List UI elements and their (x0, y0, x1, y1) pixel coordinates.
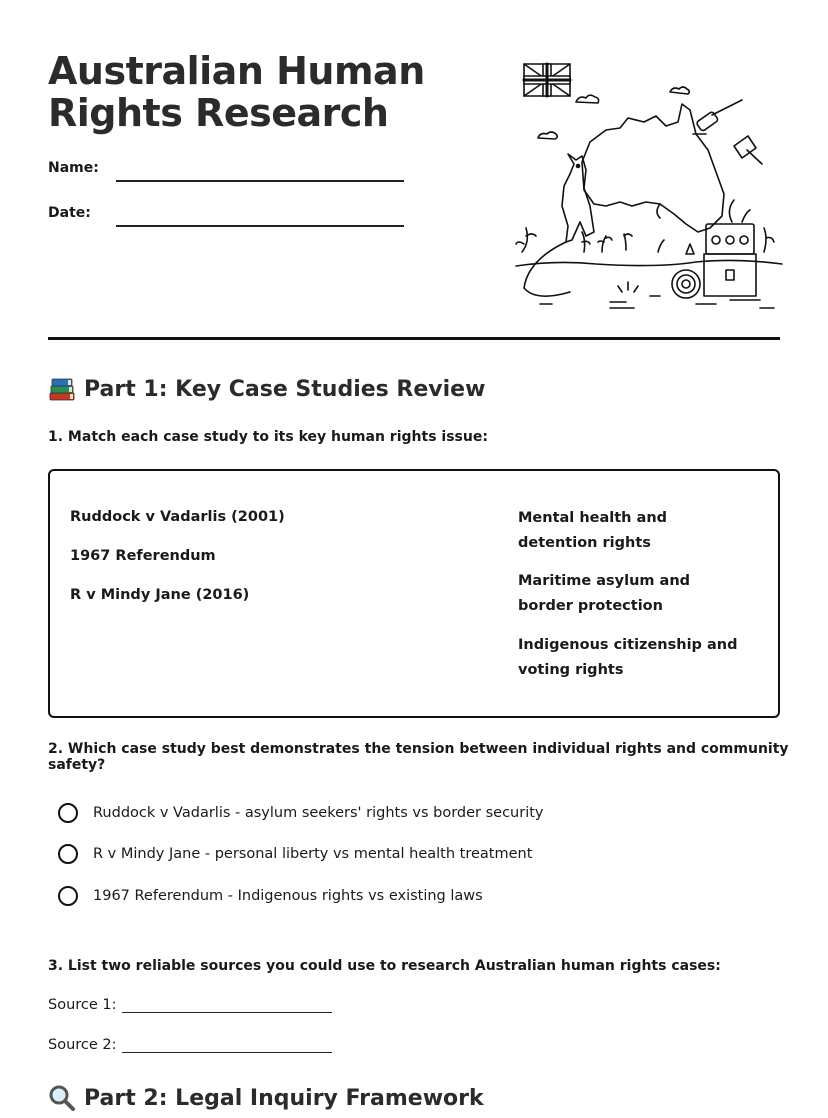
part1-heading-text: Part 1: Key Case Studies Review (84, 376, 486, 402)
books-icon (48, 375, 76, 403)
australia-map-outline (582, 104, 724, 232)
option-row[interactable] (58, 844, 532, 864)
source-2-row[interactable] (48, 1037, 332, 1053)
date-label: Date: (48, 205, 91, 221)
question-2: 2. Which case study best demonstrates the tension between individual rights and community safety? (48, 741, 789, 773)
issue-item[interactable]: Mental health and detention rights (518, 510, 668, 551)
australia-illustration (510, 56, 786, 318)
name-line[interactable] (116, 180, 404, 182)
cloud-icon (670, 87, 689, 94)
title-line-2: Rights Research (48, 91, 389, 135)
name-label: Name: (48, 160, 99, 176)
radio-button[interactable] (58, 844, 78, 864)
treasure-chest-icon (704, 200, 756, 296)
option-row[interactable] (58, 803, 543, 823)
section-divider (48, 337, 780, 340)
worksheet-title (48, 50, 425, 134)
part2-heading (48, 1084, 484, 1112)
cloud-icon (538, 132, 557, 139)
magnifier-icon (48, 1084, 76, 1112)
cloud-icon (576, 95, 599, 103)
case-item[interactable]: R v Mindy Jane (2016) (70, 587, 250, 603)
radio-button[interactable] (58, 803, 78, 823)
part2-heading-text: Part 2: Legal Inquiry Framework (84, 1085, 484, 1111)
source-1-label: Source 1: (48, 997, 117, 1013)
question-1: 1. Match each case study to its key human rights issue: (48, 429, 488, 445)
radio-button[interactable] (58, 886, 78, 906)
source-2-blank[interactable] (122, 1040, 332, 1053)
option-label: R v Mindy Jane - personal liberty vs mental health treatment (93, 846, 533, 862)
source-2-label: Source 2: (48, 1037, 117, 1053)
issue-item[interactable]: Maritime asylum and border protection (518, 573, 691, 614)
aboriginal-dot-circle-icon (672, 270, 700, 298)
gavel-icon (734, 136, 762, 164)
case-item[interactable]: 1967 Referendum (70, 548, 216, 564)
matching-box (48, 469, 780, 718)
ground-line (516, 260, 782, 266)
plants-icon (516, 228, 774, 254)
part1-heading (48, 375, 485, 403)
title-line-1: Australian Human (48, 49, 425, 93)
question-3: 3. List two reliable sources you could use to research Australian human rights cases: (48, 958, 721, 974)
option-row[interactable] (58, 886, 483, 906)
issue-item[interactable]: Indigenous citizenship and voting rights (518, 637, 738, 678)
source-1-blank[interactable] (122, 1000, 332, 1013)
union-jack-flag-icon (524, 64, 570, 96)
option-label: 1967 Referendum - Indigenous rights vs existing laws (93, 888, 483, 904)
source-1-row[interactable] (48, 997, 332, 1013)
date-line[interactable] (116, 225, 404, 227)
option-label: Ruddock v Vadarlis - asylum seekers' rights vs border security (93, 805, 544, 821)
case-item[interactable]: Ruddock v Vadarlis (2001) (70, 509, 285, 525)
gavel-icon (693, 100, 742, 134)
